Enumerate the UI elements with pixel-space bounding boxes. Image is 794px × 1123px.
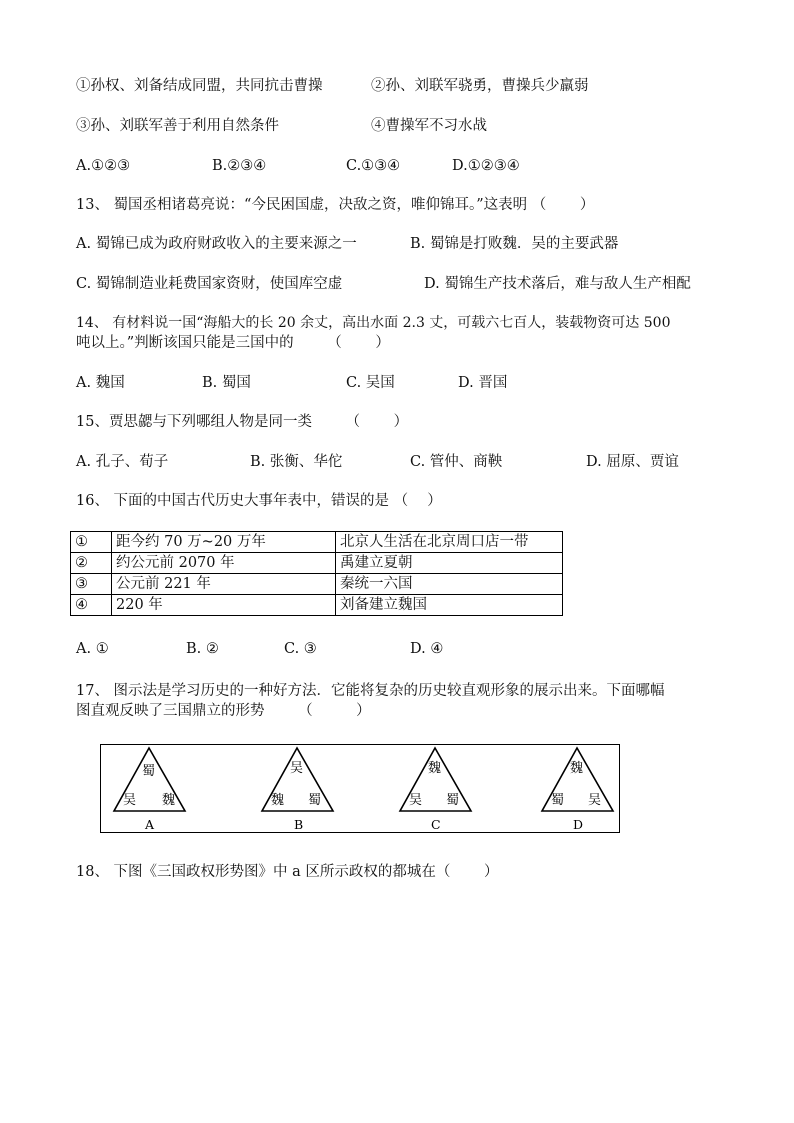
q13-option-d: D. 蜀锦生产技术落后，难与敌人生产相配 bbox=[424, 276, 691, 292]
triangle-b-right-label: 蜀 bbox=[308, 793, 322, 808]
table-cell-event: 禹建立夏朝 bbox=[336, 553, 563, 574]
q14-option-c: C. 吴国 bbox=[346, 375, 395, 391]
q14-stem-line2: 吨以上。”判断该国只能是三国中的 （ ） bbox=[76, 335, 390, 351]
triangle-b-top-label: 吴 bbox=[290, 761, 304, 776]
triangle-b-left-label: 魏 bbox=[271, 793, 285, 808]
triangle-c-top-label: 魏 bbox=[428, 761, 442, 776]
q12-item-2: ②孙、刘联军骁勇，曹操兵少羸弱 bbox=[371, 78, 589, 94]
triangle-a-left-label: 吴 bbox=[123, 793, 137, 808]
q16-option-a: A. ① bbox=[76, 641, 109, 657]
triangle-d-top-label: 魏 bbox=[570, 761, 584, 776]
table-cell-number: ③ bbox=[71, 574, 112, 595]
triangle-c-letter: C bbox=[431, 817, 441, 831]
q15-option-d: D. 屈原、贾谊 bbox=[586, 454, 679, 470]
q18-stem: 18、 下图《三国政权形势图》中 a 区所示政权的都城在（ ） bbox=[76, 864, 499, 880]
triangle-b-letter: B bbox=[294, 817, 304, 831]
q14-stem-line1: 14、 有材料说一国“海船大的长 20 余丈，高出水面 2.3 丈，可载六七百人，装载物资可达 500 bbox=[76, 315, 671, 331]
q14-option-b: B. 蜀国 bbox=[202, 375, 251, 391]
table-cell-event: 北京人生活在北京周口店一带 bbox=[336, 532, 563, 553]
table-cell-date: 约公元前 2070 年 bbox=[112, 553, 336, 574]
table-cell-date: 公元前 221 年 bbox=[112, 574, 336, 595]
q16-timeline-table bbox=[70, 531, 563, 616]
q14-option-a: A. 魏国 bbox=[76, 375, 125, 391]
triangle-d-letter: D bbox=[573, 817, 584, 831]
table-cell-event: 秦统一六国 bbox=[336, 574, 563, 595]
table-cell-date: 距今约 70 万~20 万年 bbox=[112, 532, 336, 553]
triangle-a-right-label: 魏 bbox=[162, 793, 176, 808]
table-row bbox=[71, 574, 563, 595]
table-cell-number: ② bbox=[71, 553, 112, 574]
table-row bbox=[71, 553, 563, 574]
q12-item-3: ③孙、刘联军善于利用自然条件 bbox=[76, 118, 279, 134]
q15-stem: 15、贾思勰与下列哪组人物是同一类 （ ） bbox=[76, 414, 409, 430]
q16-option-c: C. ③ bbox=[284, 641, 317, 657]
table-cell-number: ④ bbox=[71, 595, 112, 616]
q16-stem: 16、 下面的中国古代历史大事年表中，错误的是 （ ） bbox=[76, 493, 442, 509]
q12-option-c: C.①③④ bbox=[346, 158, 401, 174]
q15-option-b: B. 张衡、华佗 bbox=[250, 454, 343, 470]
q12-option-a: A.①②③ bbox=[76, 158, 131, 174]
q12-option-d: D.①②③④ bbox=[452, 158, 520, 174]
q15-option-c: C. 管仲、商鞅 bbox=[410, 454, 503, 470]
triangle-option-d bbox=[542, 748, 613, 831]
q13-option-a: A. 蜀锦已成为政府财政收入的主要来源之一 bbox=[76, 236, 357, 252]
table-row bbox=[71, 595, 563, 616]
q16-option-b: B. ② bbox=[186, 641, 219, 657]
q12-option-b: B.②③④ bbox=[212, 158, 267, 174]
q17-stem-line1: 17、 图示法是学习历史的一种好方法．它能将复杂的历史较直观形象的展示出来。下面哪幅 bbox=[76, 683, 665, 699]
q13-option-b: B. 蜀锦是打败魏．吴的主要武器 bbox=[410, 236, 619, 252]
q13-stem: 13、 蜀国丞相诸葛亮说：“今民困国虚，决敌之资，唯仰锦耳。”这表明 （ ） bbox=[76, 197, 595, 213]
q13-option-c: C. 蜀锦制造业耗费国家资财，使国库空虚 bbox=[76, 276, 343, 292]
q17-stem-line2: 图直观反映了三国鼎立的形势 （ ） bbox=[76, 703, 371, 719]
table-cell-number: ① bbox=[71, 532, 112, 553]
q16-option-d: D. ④ bbox=[410, 641, 444, 657]
triangle-c-right-label: 蜀 bbox=[446, 793, 460, 808]
triangle-option-a bbox=[114, 748, 185, 831]
triangle-d-right-label: 吴 bbox=[588, 793, 602, 808]
table-cell-date: 220 年 bbox=[112, 595, 336, 616]
q12-item-1: ①孙权、刘备结成同盟，共同抗击曹操 bbox=[76, 78, 323, 94]
triangle-option-c bbox=[400, 748, 471, 831]
triangle-a-top-label: 蜀 bbox=[142, 764, 156, 779]
q14-option-d: D. 晋国 bbox=[458, 375, 508, 391]
triangle-option-b bbox=[262, 748, 333, 831]
q15-option-a: A. 孔子、荀子 bbox=[76, 454, 169, 470]
triangle-d-left-label: 蜀 bbox=[551, 793, 565, 808]
three-kingdoms-diagram-box bbox=[100, 744, 620, 833]
q12-item-4: ④曹操军不习水战 bbox=[371, 118, 487, 134]
triangle-c-left-label: 吴 bbox=[409, 793, 423, 808]
triangle-a-letter: A bbox=[145, 817, 155, 831]
table-row bbox=[71, 532, 563, 553]
table-cell-event: 刘备建立魏国 bbox=[336, 595, 563, 616]
